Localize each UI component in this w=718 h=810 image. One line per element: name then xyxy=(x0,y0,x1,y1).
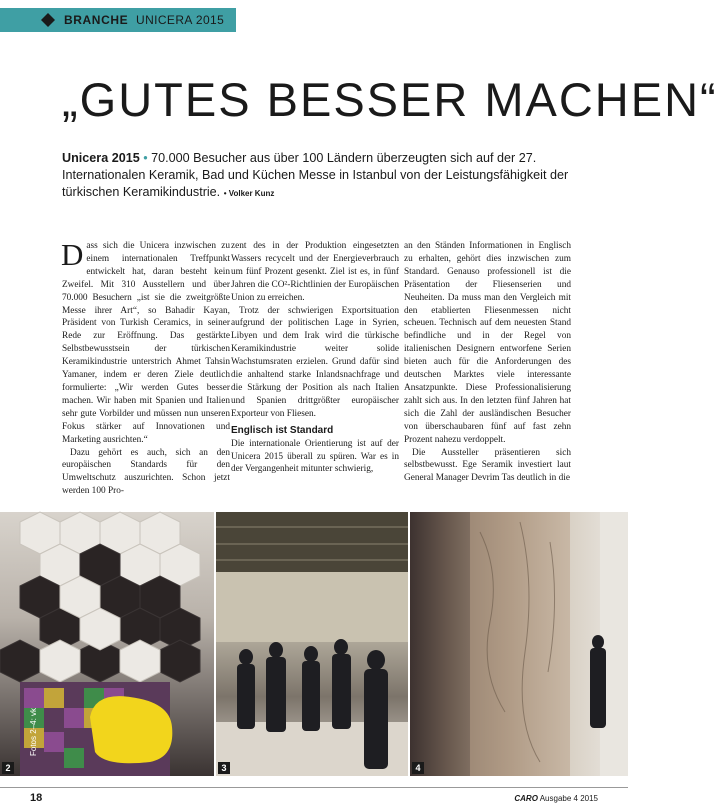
col2-paragraph-3: Die internationale Orientierung ist auf der Unicera 2015 überall zu spüren. War es in der Vergangenheit mitunter schwierig, xyxy=(231,438,399,475)
diamond-icon xyxy=(40,12,56,28)
lead-author: • Volker Kunz xyxy=(223,189,275,198)
magazine-brand: CARO xyxy=(514,794,538,803)
page-number: 18 xyxy=(30,792,43,804)
lead-paragraph xyxy=(62,150,570,202)
photo-number-4: 4 xyxy=(412,762,424,774)
body-column-2 xyxy=(231,240,399,476)
footer-divider xyxy=(0,787,628,788)
photo-number-2: 2 xyxy=(2,762,14,774)
col1-paragraph-2: Dazu gehört es auch, sich an den europäischen Standards für den Umweltschutz auszurichten. Schon jetzt werden 100 Pro- xyxy=(62,447,230,497)
col1-paragraph-1: ass sich die Unicera inzwischen zu einem internationalen Treffpunkt entwickelt hat, daran besteht kein Zweifel. Mit 310 Ausstellern und über 70.000 Besuchern „ist sie die zweitgrößte Messe ihrer Art“, so Bahadir Kayan, Präsident von Turkish Ceramics, in seiner Rede zur Eröffnung. Das gestärkte Selbstbewusstsein der türkischen Keramikindustrie unterstrich Ahmet Tahsin Yamaner, indem er deren Ziele deutlich formulierte: „Wir werden Gutes besser machen. Wir haben mit Spanien und Italien sehr gute Vorbilder und müssen nun unseren Fokus stärker auf Innovationen und Marketing ausrichten.“ xyxy=(62,241,230,445)
category-label: BRANCHE xyxy=(64,13,129,27)
photo-trade-fair-hall xyxy=(216,512,408,776)
issue-info xyxy=(514,794,598,803)
section-label: UNICERA 2015 xyxy=(136,13,225,27)
section-header xyxy=(0,8,236,32)
col3-paragraph-2: Die Aussteller präsentieren sich selbstbewusst. Ege Seramik investiert laut General Manager Devrim Tas deutlich in die xyxy=(404,447,571,484)
col3-paragraph-1: an den Ständen Informationen in Englisch zu erhalten, gehört dies inzwischen zum Standard. Genauso professionell ist die Präsentation der Fliesenserien und Neuheiten. Da muss man den Vergleich mit den etablierten Fliesenmessen nicht scheuen. Technisch auf dem neuesten Stand befindliche und in der Regel von italienischen Designern entworfene Serien bieten auch für die Anforderungen des deutschen Marktes viele interessante Ansatzpunkte. Diese Professionalisierung zahlt sich aus. In den letzten fünf Jahren hat sich die Zahl der ausländischen Besucher von überschaubaren fünf auf fast zehn Prozent nahezu verdoppelt. xyxy=(404,241,571,445)
body-column-3 xyxy=(404,240,571,485)
lead-text: 70.000 Besucher aus über 100 Ländern überzeugten sich auf der 27. Internationalen Keramik, Bad und Küchen Messe in Istanbul von der Leistungsfähigkeit der türkischen Keramikindustrie. xyxy=(62,151,569,199)
col2-paragraph-2: Trotz der schwierigen Exportsituation aufgrund der politischen Lage in Syrien, Libyen und dem Irak wird die türkische Keramikindustrie weiter solide Wachstumsraten erzielen. Grund dafür sind die anhaltend starke Inlandsnachfrage und die Stärkung der Position als nach Italien und Spanien drittgrößter europäischer Exporteur von Fliesen. xyxy=(231,305,399,419)
lead-event: Unicera 2015 xyxy=(62,151,140,165)
photo-credit: Fotos 2–4: vk xyxy=(29,707,38,756)
metal-panel-illustration xyxy=(410,512,628,776)
lead-bullet: • xyxy=(143,151,148,165)
body-column-1 xyxy=(61,237,230,498)
issue-label: Ausgabe 4 2015 xyxy=(539,794,598,803)
drop-cap: D xyxy=(61,237,84,272)
photo-metallic-tiles xyxy=(410,512,628,776)
photo-hexagon-tiles xyxy=(0,512,214,776)
col2-paragraph-1: zent des in der Produktion eingesetzten Wassers recycelt und der Energieverbrauch um fünf Prozent gesenkt. Ziel ist es, in fünf Jahren die CO²-Richtlinien der Europäischen Union zu erreichen. xyxy=(231,241,399,303)
headline: „GUTES BESSER MACHEN“ xyxy=(62,73,718,126)
photo-number-3: 3 xyxy=(218,762,230,774)
fair-hall-illustration xyxy=(216,512,408,776)
subheading: Englisch ist Standard xyxy=(231,424,334,436)
